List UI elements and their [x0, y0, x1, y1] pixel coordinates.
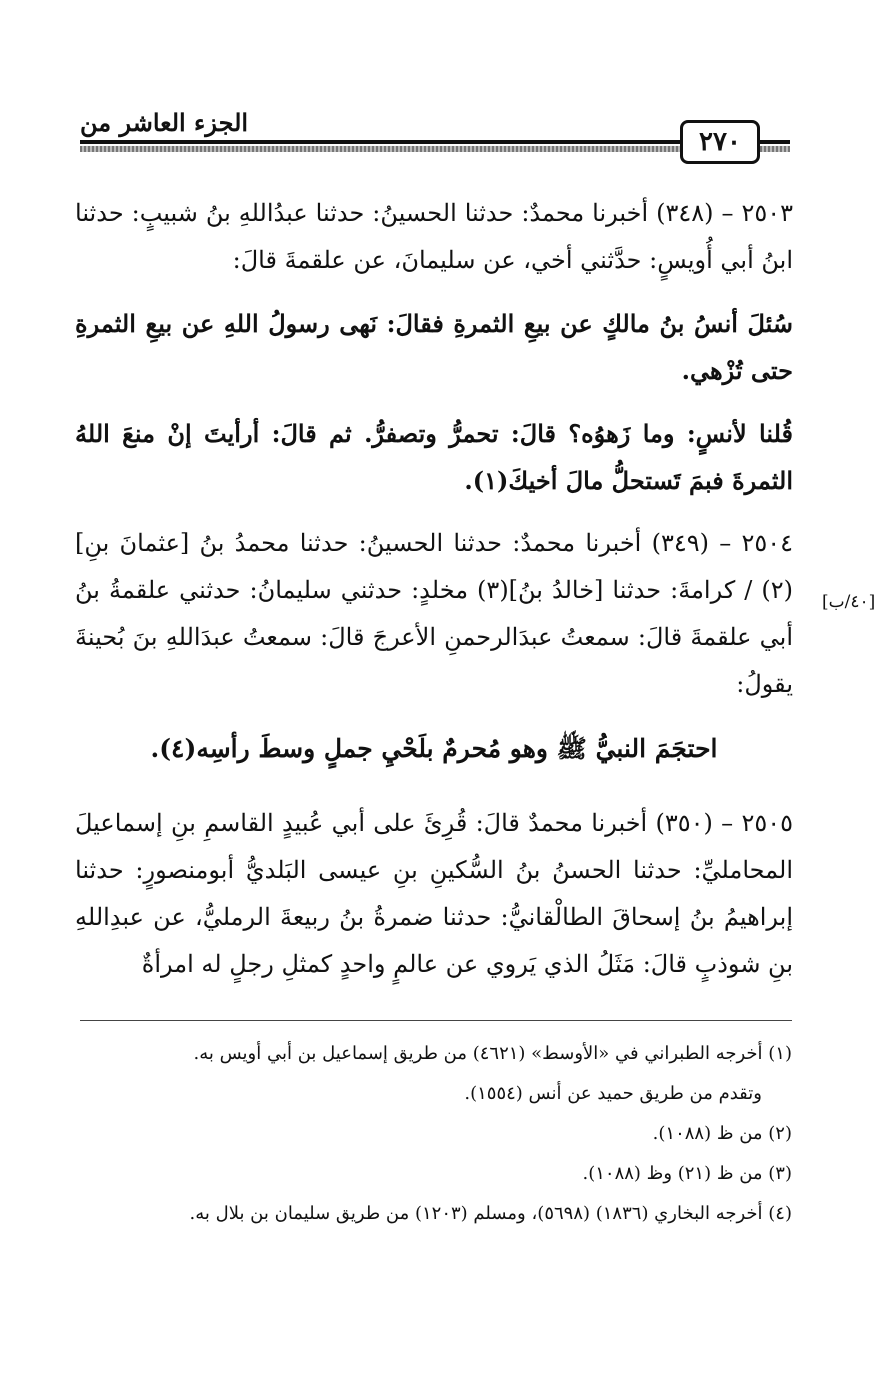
- footnote-1: (١) أخرجه الطبراني في «الأوسط» (٤٦٢١) من طريق إسماعيل بن أبي أويس به.: [193, 1043, 792, 1064]
- hadith-text-2504: احتجَمَ النبيُّ ﷺ وهو مُحرمٌ بلَحْيِ جملٍ وسطَ رأسِه(٤).: [150, 734, 718, 763]
- hadith-entry-2503: ٢٥٠٣ – (٣٤٨) أخبرنا محمدٌ: حدثنا الحسينُ: حدثنا عبدُاللهِ بنُ شبيبٍ: حدثنا ابنُ أبي أُويسٍ: حدَّثني أخي، عن سليمانَ، عن علقمةَ قالَ:: [75, 199, 793, 274]
- footnote-2: (٢) من ظ (١٠٨٨).: [652, 1123, 792, 1144]
- page-number: ٢٧٠: [680, 120, 760, 164]
- footnote-1-continuation: وتقدم من طريق حميد عن أنس (١٥٥٤).: [464, 1083, 762, 1104]
- hadith-text-2503-a: سُئلَ أنسُ بنُ مالكٍ عن بيعِ الثمرةِ فقالَ: نَهى رسولُ اللهِ عن بيعِ الثمرةِ حتى تُزْهي.: [75, 309, 793, 385]
- header-rule-right-pattern: [760, 146, 790, 152]
- hadith-entry-2505: ٢٥٠٥ – (٣٥٠) أخبرنا محمدٌ قالَ: قُرِئَ على أبي عُبيدٍ القاسمِ بنِ إسماعيلَ المحامليِّ: حدثنا الحسنُ بنُ السُّكينِ بنِ عيسى البَلديُّ أبومنصورٍ: حدثنا إبراهيمُ بنُ إسحاقَ الطالْقانيُّ: حدثنا ضمرةُ بنُ ربيعةَ الرمليُّ، عن عبدِاللهِ بنِ شوذبٍ قالَ: مَثَلُ الذي يَروي عن عالمٍ واحدٍ كمثلِ رجلٍ له امرأةٌ: [75, 809, 793, 978]
- running-header-title: الجزء العاشر من: [80, 108, 249, 137]
- header-rule-pattern: [80, 146, 680, 152]
- footnotes: [80, 1034, 792, 1234]
- header-rule: [80, 140, 680, 144]
- header-rule-right: [760, 140, 790, 144]
- hadith-entry-2504: ٢٥٠٤ – (٣٤٩) أخبرنا محمدٌ: حدثنا الحسينُ: حدثنا محمدُ بنُ [عثمانَ بنِ](٢) / كرامةَ: حدثنا [خالدُ بنُ](٣) مخلدٍ: حدثني سليمانُ: حدثني علقمةُ بنُ أبي علقمةَ قالَ: سمعتُ عبدَالرحمنِ الأعرجَ قالَ: سمعتُ عبدَاللهِ بنَ بُحينةَ يقولُ:: [75, 529, 794, 698]
- hadith-text-2503-b: قُلنا لأنسٍ: وما زَهوُه؟ قالَ: تحمرُّ وتصفرُّ. ثم قالَ: أرأيتَ إنْ منعَ اللهُ الثمرةَ فبمَ تَستحلُّ مالَ أخيكَ(١).: [75, 419, 793, 495]
- footnote-3: (٣) من ظ (٢١) وظ (١٠٨٨).: [582, 1163, 792, 1184]
- footnote-4: (٤) أخرجه البخاري (١٨٣٦) (٥٦٩٨)، ومسلم (١٢٠٣) من طريق سليمان بن بلال به.: [189, 1203, 792, 1224]
- footnote-separator: [80, 1020, 792, 1021]
- manuscript-folio-note: [٤٠/ب]: [822, 592, 876, 612]
